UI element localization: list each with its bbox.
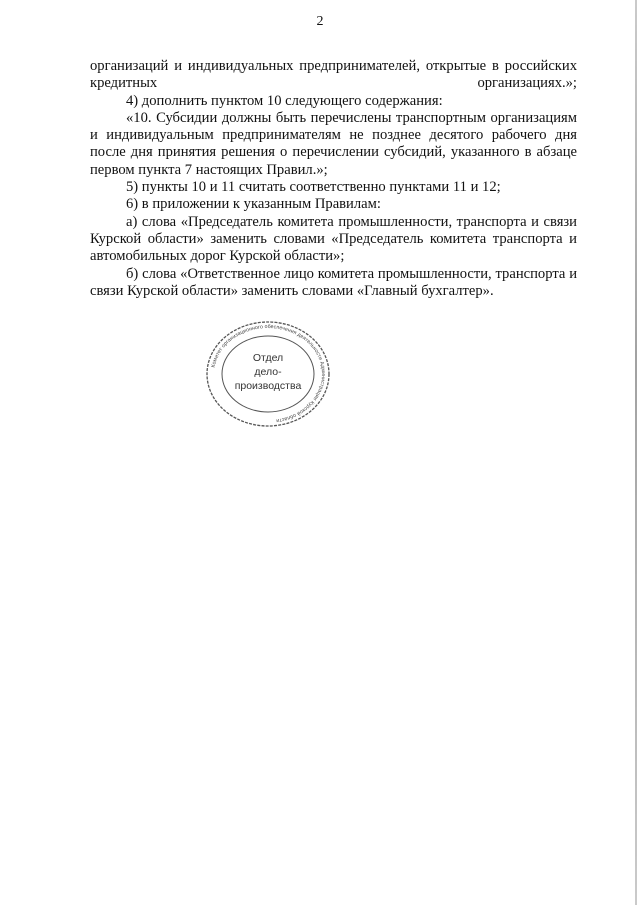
office-stamp	[203, 319, 333, 429]
paragraph-item-5: 5) пункты 10 и 11 считать соответственно пунктами 11 и 12;	[126, 179, 501, 196]
stamp-line-1: Отдел	[252, 352, 284, 364]
stamp-line-3: производства	[234, 380, 302, 392]
stamp-graphic	[203, 319, 333, 429]
paragraph-item-10-text: «10. Субсидии должны быть перечислены транспортным организациям и индивидуальным предпринимателям не позднее десятого рабочего дня после дня принятия решения о перечислении субсидий, указанного в абзаце первом пункта 7 настоящих Правил.»;	[90, 109, 577, 178]
scan-edge-shadow	[635, 0, 637, 905]
stamp-ring-text: Комитет организационного обеспечения деятельности Администрации Курской области	[210, 323, 327, 424]
paragraph-subitem-b: б) слова «Ответственное лицо комитета промышленности, транспорта и связи Курской области» заменить словами «Главный бухгалтер».	[90, 265, 577, 299]
paragraph-subitem-a: а) слова «Председатель комитета промышленности, транспорта и связи Курской области» заменить словами «Председатель комитета транспорта и автомобильных дорог Курской области»;	[90, 213, 577, 265]
document-body	[90, 58, 577, 300]
stamp-line-2: дело-	[254, 366, 282, 378]
paragraph-item-4: 4) дополнить пунктом 10 следующего содержания:	[126, 92, 443, 109]
paragraph-continuation: организаций и индивидуальных предпринимателей, открытые в российских кредитных организациях.»;	[90, 58, 577, 92]
page-number: 2	[316, 14, 324, 29]
paragraph-item-6: 6) в приложении к указанным Правилам:	[126, 196, 381, 213]
